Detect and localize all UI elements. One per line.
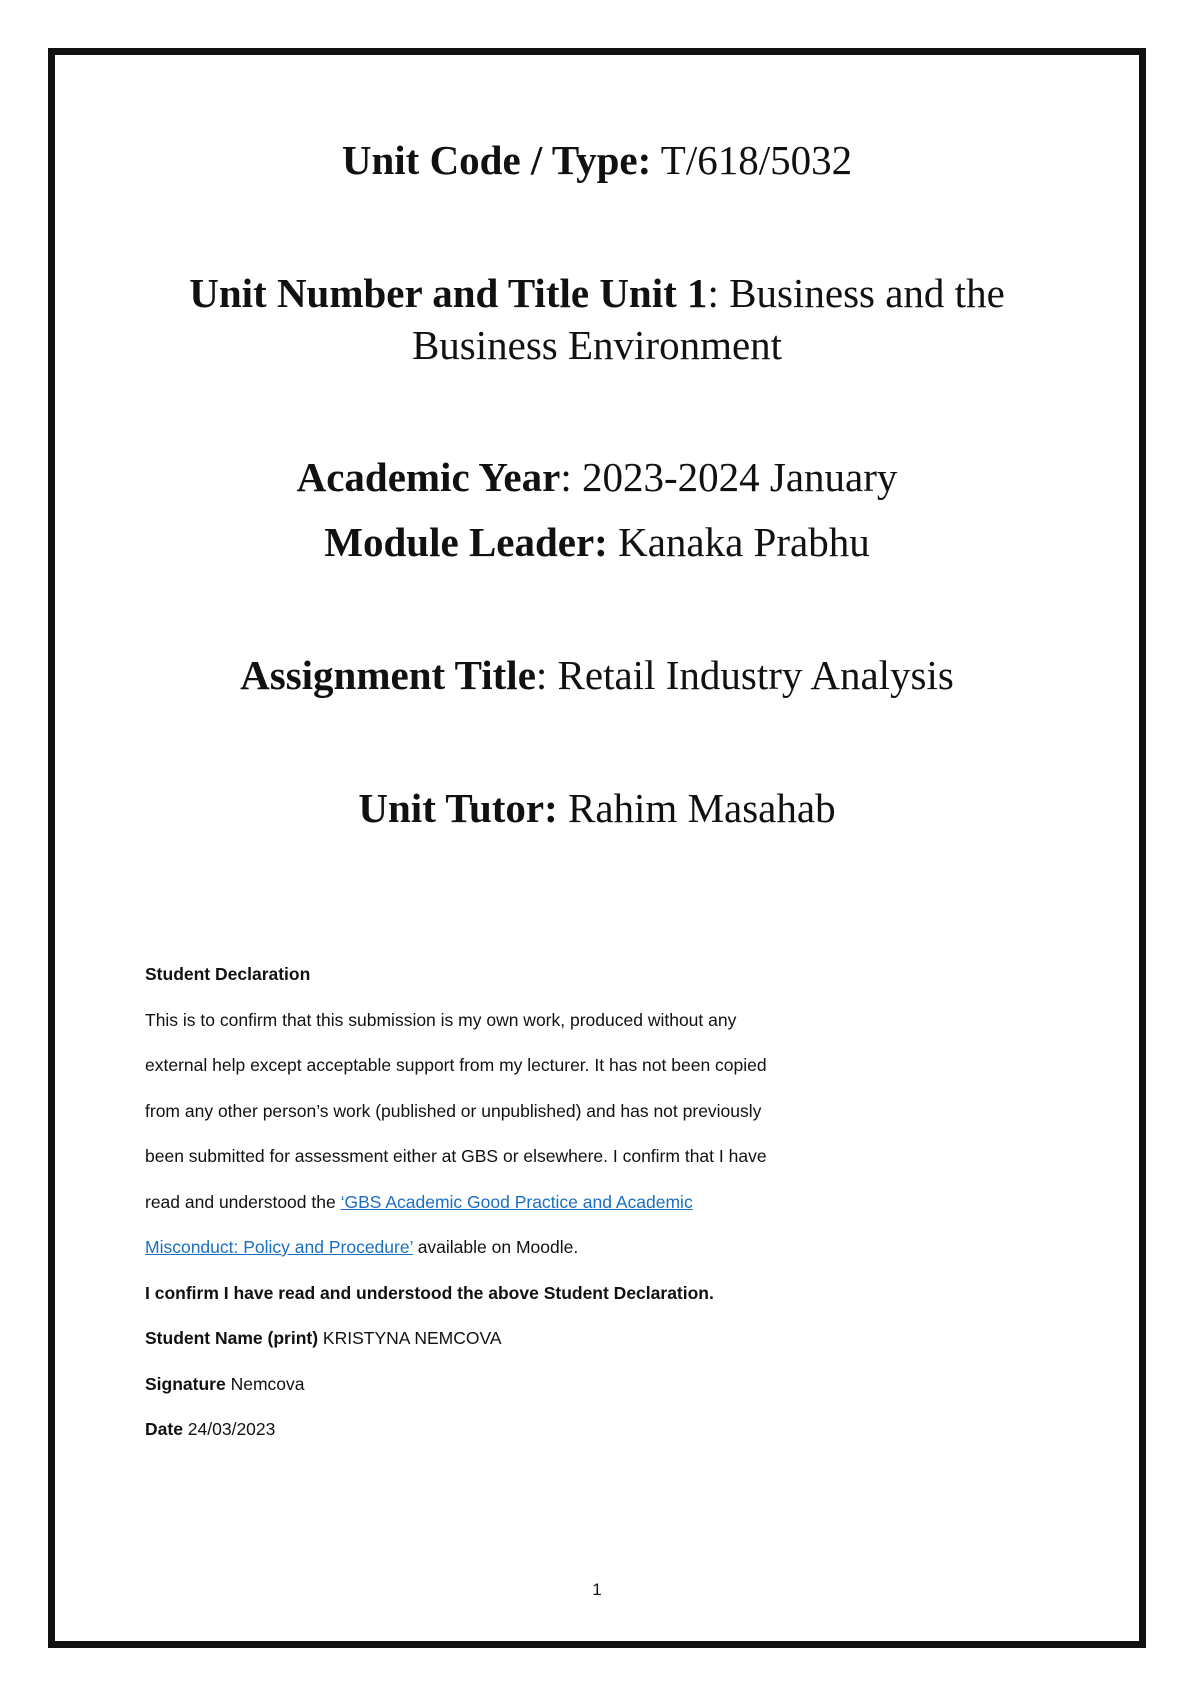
policy-link-continued[interactable]: Misconduct: Policy and Procedure’	[145, 1237, 413, 1257]
declaration-line-5-text: read and understood the	[145, 1191, 341, 1212]
unit-title-line-2	[48, 318, 1146, 373]
module-leader-label: Module Leader:	[324, 519, 608, 565]
student-name-row	[145, 1316, 925, 1362]
declaration-heading: Student Declaration	[145, 964, 311, 984]
unit-tutor-label: Unit Tutor:	[358, 785, 558, 831]
unit-title-value: : Business and the	[707, 270, 1005, 316]
student-name-value: KRISTYNA NEMCOVA	[318, 1328, 502, 1348]
module-leader-line	[48, 515, 1146, 570]
assignment-title-line	[48, 648, 1146, 703]
date-value: 24/03/2023	[182, 1419, 276, 1439]
declaration-line-1: This is to confirm that this submission is my own work, produced without any	[145, 1009, 737, 1030]
unit-code-label: Unit Code / Type:	[341, 137, 652, 183]
declaration-line-3: from any other person’s work (published or unpublished) and has not previously	[145, 1100, 762, 1121]
declaration-line-6	[145, 1225, 925, 1271]
signature-value: Nemcova	[225, 1373, 305, 1394]
unit-tutor-line	[48, 781, 1146, 836]
signature-row	[145, 1362, 925, 1408]
declaration-line-4: been submitted for assessment either at GBS or elsewhere. I confirm that I have	[145, 1146, 767, 1166]
declaration-line-5	[145, 1180, 925, 1226]
signature-label: Signature	[145, 1373, 226, 1394]
unit-code-line	[48, 133, 1146, 188]
student-declaration	[145, 952, 925, 1453]
policy-link[interactable]: ‘GBS Academic Good Practice and Academic	[340, 1191, 693, 1212]
unit-code-value: T/618/5032	[651, 137, 853, 183]
unit-title-line	[48, 266, 1146, 321]
academic-year-value: : 2023-2024 January	[560, 454, 898, 500]
assignment-title-value: : Retail Industry Analysis	[535, 652, 954, 698]
student-name-label: Student Name (print)	[145, 1328, 319, 1348]
unit-title-label: Unit Number and Title Unit 1	[189, 270, 708, 316]
unit-tutor-value: Rahim Masahab	[557, 785, 836, 831]
academic-year-label: Academic Year	[296, 454, 561, 500]
page-number: 1	[592, 1580, 602, 1599]
declaration-confirm: I confirm I have read and understood the above Student Declaration.	[145, 1282, 714, 1303]
unit-title-value-continued: Business Environment	[411, 322, 783, 368]
declaration-line-2: external help except acceptable support from my lecturer. It has not been copied	[145, 1055, 767, 1075]
date-row	[145, 1407, 925, 1453]
academic-year-line	[48, 450, 1146, 505]
date-label: Date	[145, 1419, 183, 1439]
module-leader-value: Kanaka Prabhu	[607, 519, 870, 565]
declaration-line-6-text: available on Moodle.	[412, 1237, 579, 1257]
assignment-title-label: Assignment Title	[240, 652, 536, 698]
